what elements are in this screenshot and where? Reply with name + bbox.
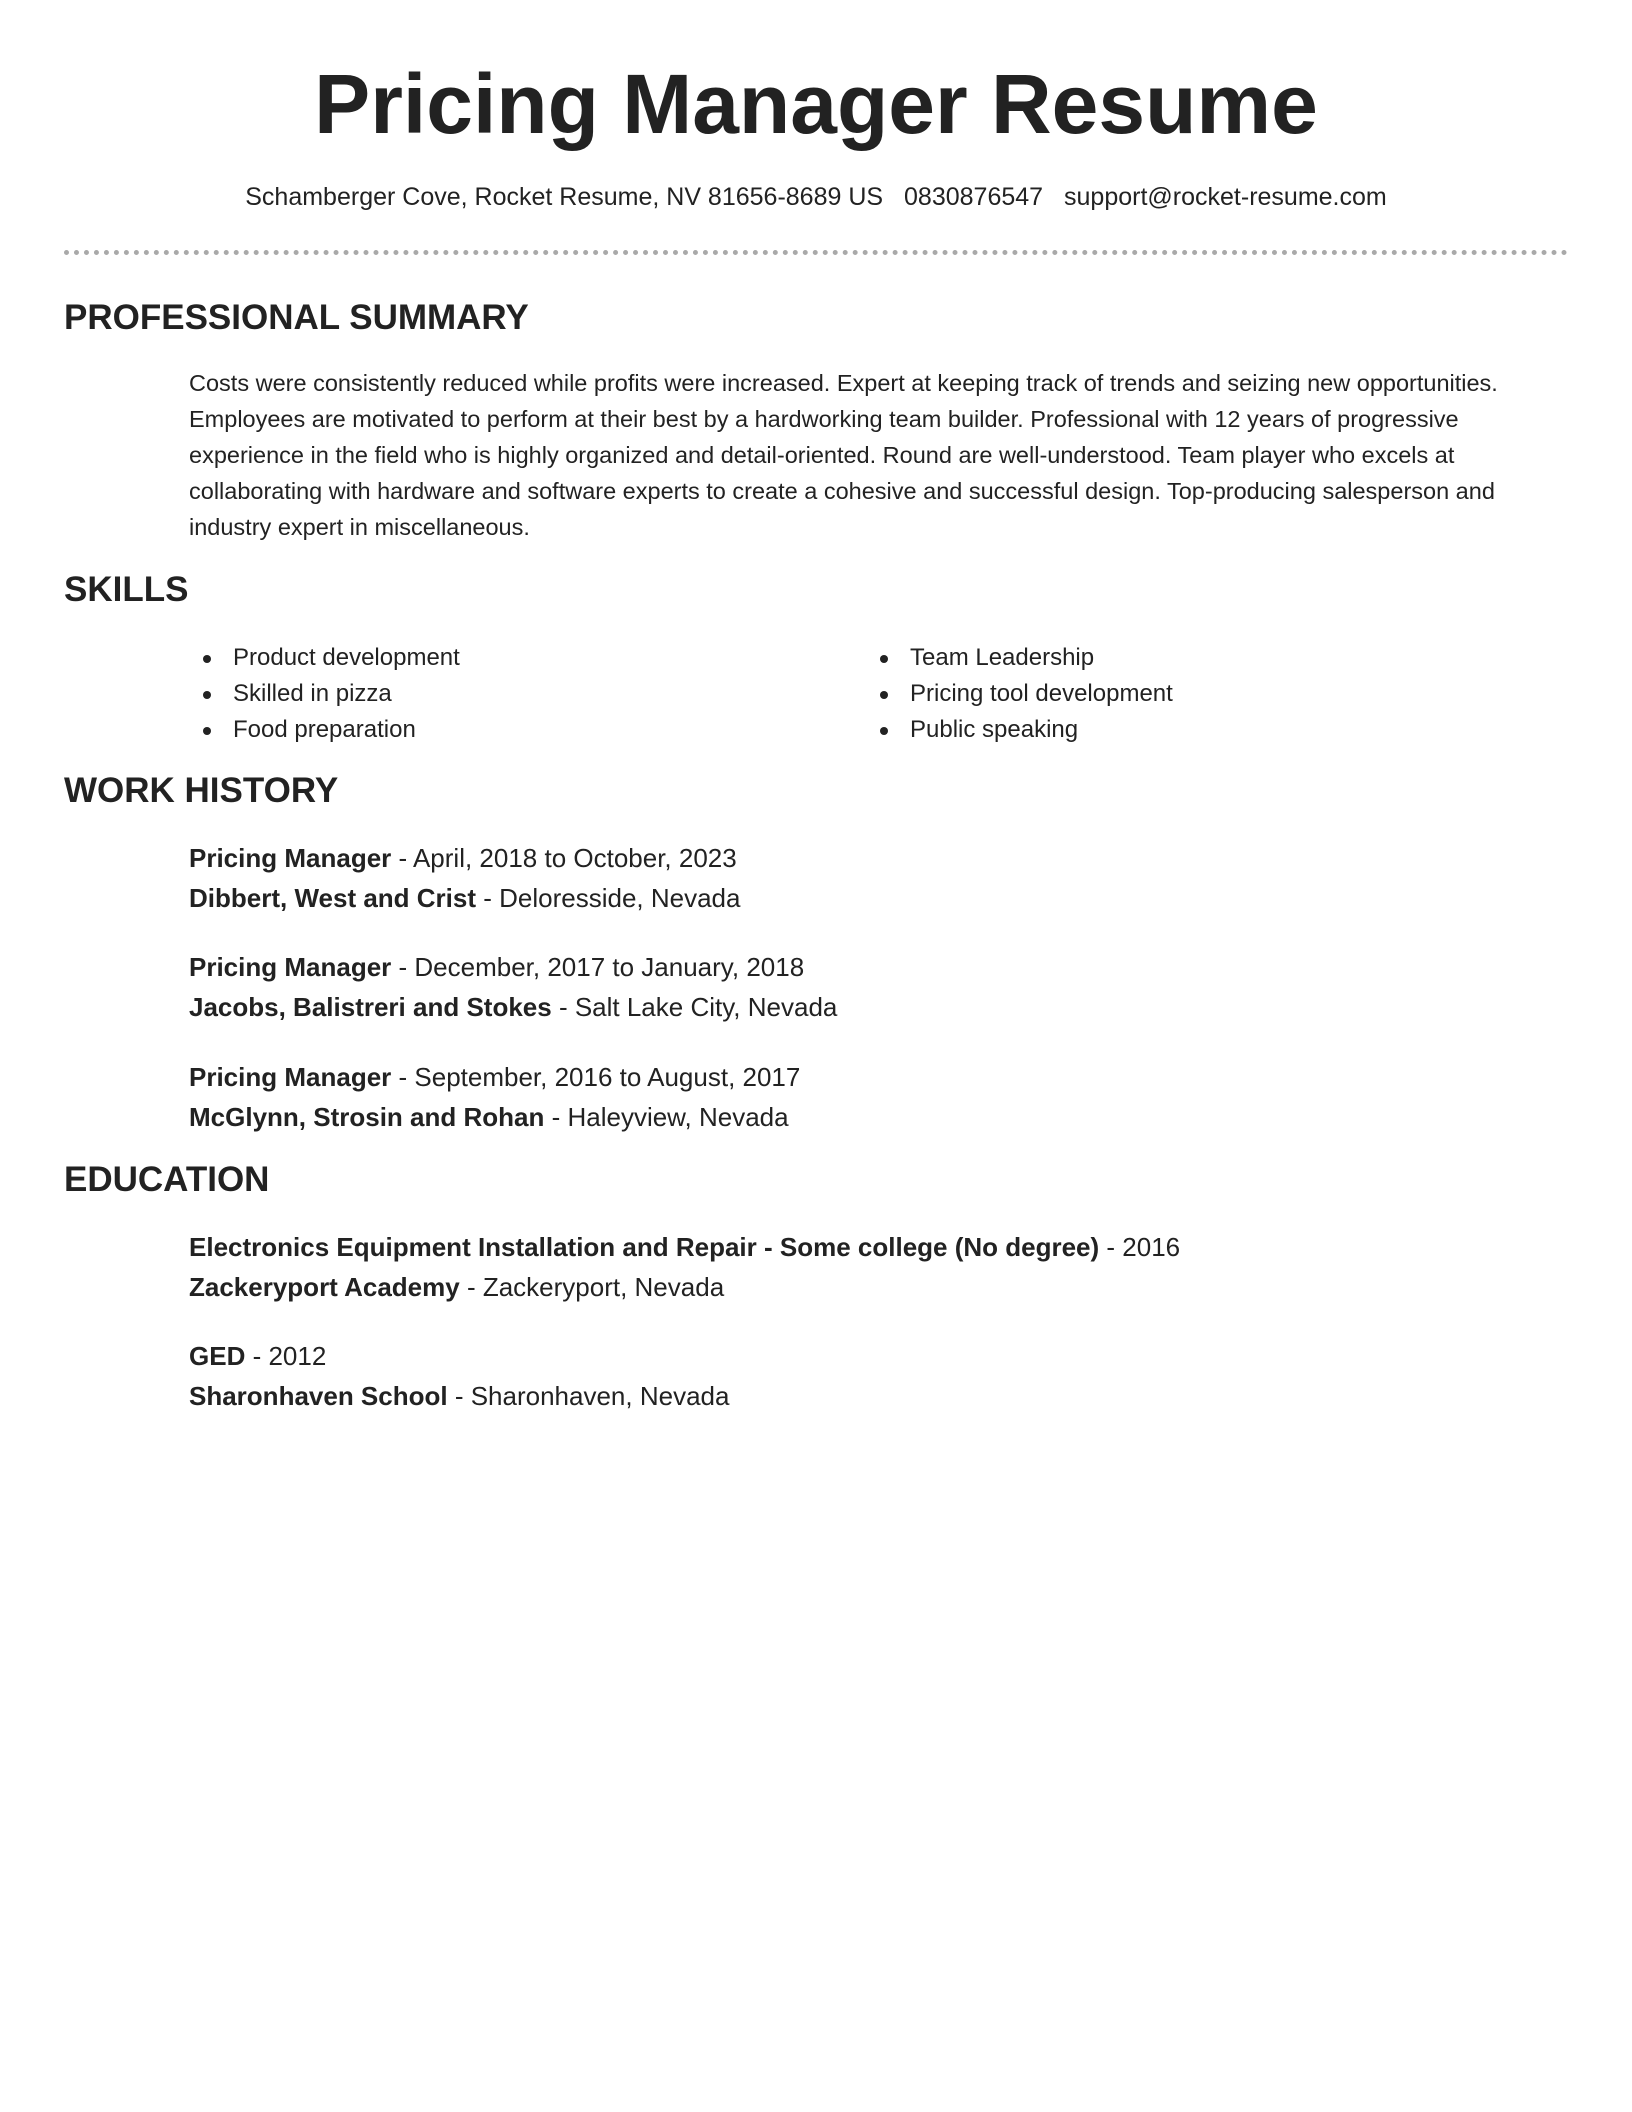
company-name: McGlynn, Strosin and Rohan xyxy=(189,1102,545,1132)
school-location: - Zackeryport, Nevada xyxy=(459,1272,725,1302)
bullet-icon xyxy=(203,691,211,699)
school-name: Zackeryport Academy xyxy=(189,1272,460,1302)
education-entry xyxy=(189,1336,729,1416)
company-name: Dibbert, West and Crist xyxy=(189,883,477,913)
contact-phone: 0830876547 xyxy=(904,183,1044,211)
job-title: Pricing Manager xyxy=(189,952,392,982)
skills-list-left xyxy=(189,640,460,748)
work-entry xyxy=(189,947,837,1027)
skill-item: Food preparation xyxy=(189,712,460,748)
skill-item: Skilled in pizza xyxy=(189,676,460,712)
job-title: Pricing Manager xyxy=(189,1062,392,1092)
degree-name: GED xyxy=(189,1341,246,1371)
company-name: Jacobs, Balistreri and Stokes xyxy=(189,992,552,1022)
bullet-icon xyxy=(880,655,888,663)
contact-address: Schamberger Cove, Rocket Resume, NV 81656-8689 US xyxy=(245,183,884,211)
contact-email: support@rocket-resume.com xyxy=(1064,183,1387,211)
summary-text: Costs were consistently reduced while profits were increased. Expert at keeping track of trends and seizing new opportunities. Employees are motivated to perform at their best by a hardworking team builder. Professional with 12 years of progressive experience in the field who is highly organized and detail-oriented. Round are well-understood. Team player who excels at collaborating with hardware and software experts to create a cohesive and successful design. Top-producing salesperson and industry expert in miscellaneous. xyxy=(189,370,1498,540)
job-dates: - September, 2016 to August, 2017 xyxy=(391,1062,801,1092)
skill-item: Pricing tool development xyxy=(866,676,1173,712)
skill-item: Product development xyxy=(189,640,460,676)
summary-heading: PROFESSIONAL SUMMARY xyxy=(64,298,529,337)
skills-heading: SKILLS xyxy=(64,570,189,609)
contact-info xyxy=(0,180,1632,214)
header-divider xyxy=(64,250,1568,255)
degree-year: - 2016 xyxy=(1099,1232,1181,1262)
bullet-icon xyxy=(880,691,888,699)
education-entry xyxy=(189,1227,1180,1307)
job-title: Pricing Manager xyxy=(189,843,392,873)
company-location: - Deloresside, Nevada xyxy=(476,883,741,913)
degree-name: Electronics Equipment Installation and Repair - Some college (No degree) xyxy=(189,1232,1100,1262)
skills-list-right xyxy=(866,640,1173,748)
school-name: Sharonhaven School xyxy=(189,1381,448,1411)
resume-title: Pricing Manager Resume xyxy=(314,57,1318,151)
work-heading: WORK HISTORY xyxy=(64,771,339,810)
bullet-icon xyxy=(203,727,211,735)
school-location: - Sharonhaven, Nevada xyxy=(447,1381,730,1411)
bullet-icon xyxy=(880,727,888,735)
company-location: - Haleyview, Nevada xyxy=(544,1102,789,1132)
company-location: - Salt Lake City, Nevada xyxy=(551,992,838,1022)
work-entry xyxy=(189,1057,800,1137)
education-heading: EDUCATION xyxy=(64,1160,270,1199)
bullet-icon xyxy=(203,655,211,663)
job-dates: - December, 2017 to January, 2018 xyxy=(391,952,805,982)
degree-year: - 2012 xyxy=(245,1341,327,1371)
work-entry xyxy=(189,838,740,918)
skill-item: Team Leadership xyxy=(866,640,1173,676)
job-dates: - April, 2018 to October, 2023 xyxy=(391,843,737,873)
skill-item: Public speaking xyxy=(866,712,1173,748)
